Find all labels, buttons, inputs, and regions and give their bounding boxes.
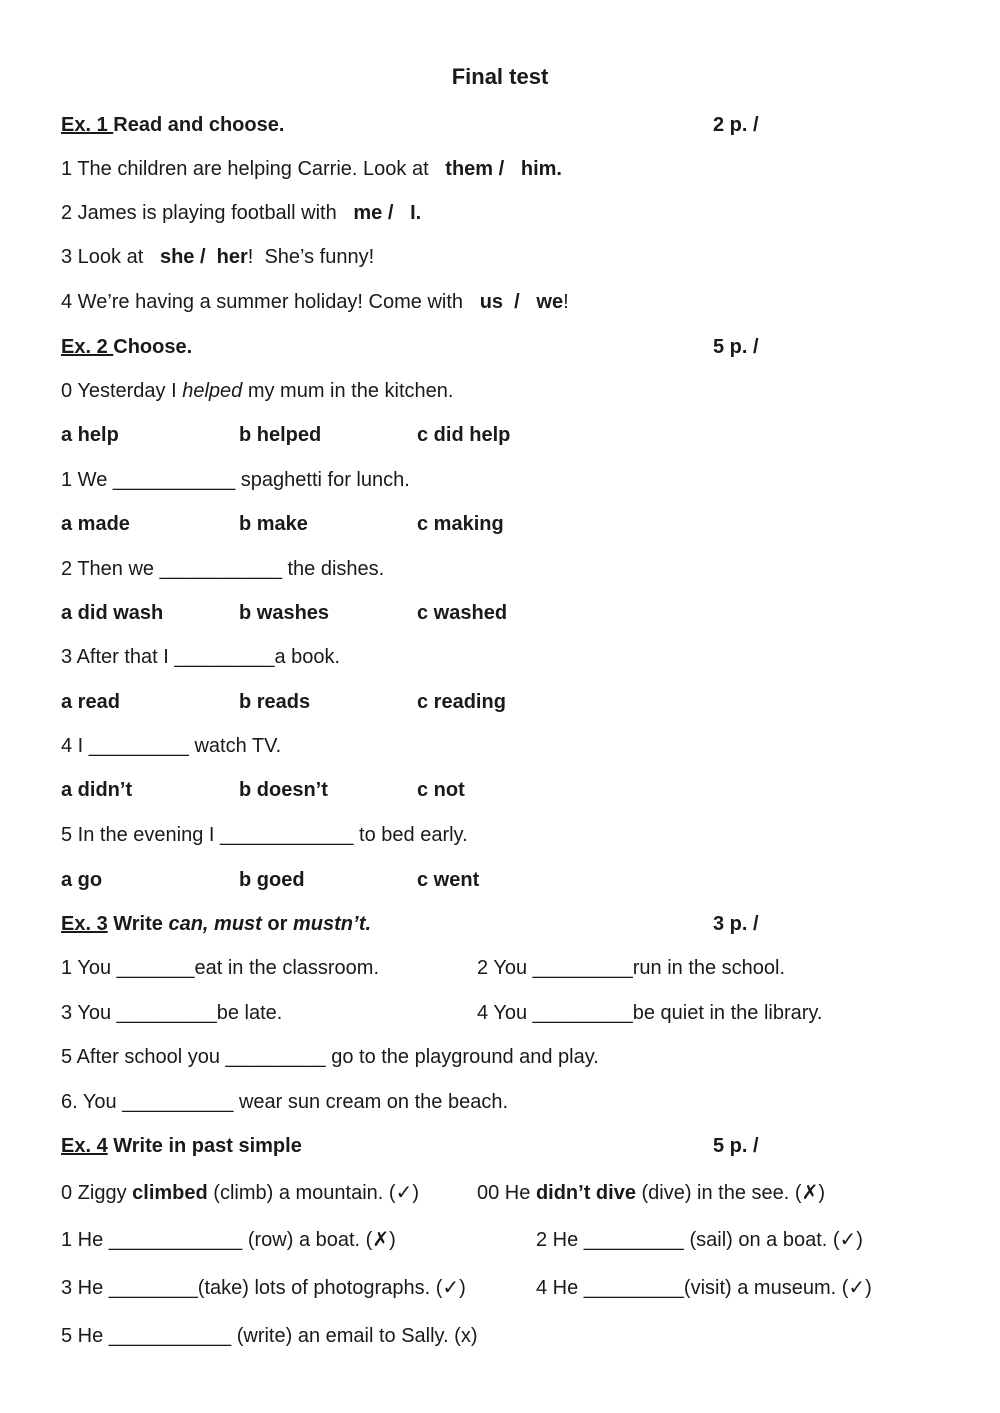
ex2-item-3-option-a: a read (61, 691, 120, 713)
ex4-points: 5 p. / (713, 1135, 759, 1157)
ex3-item-5: 5 After school you _________ go to the playground and play. (61, 1046, 599, 1068)
ex3-item-1: 1 You _______eat in the classroom. (61, 957, 380, 979)
ex2-item-2-option-a: a did wash (61, 602, 164, 624)
ex4-item-2: 2 He _________ (sail) on a boat. (✓) (536, 1229, 863, 1251)
ex1-item-2 (61, 201, 421, 225)
ex3-instruction-pre: Write (107, 913, 169, 935)
ex1-item-1-text: 1 The children are helping Carrie. Look at (61, 158, 446, 180)
ex2-example-option-a: a help (61, 424, 119, 446)
ex2-points: 5 p. / (713, 336, 759, 358)
ex1-heading (61, 113, 284, 137)
ex2-example-option-c: c did help (417, 424, 511, 446)
ex1-item-4-text: 4 We’re having a summer holiday! Come with (61, 291, 480, 313)
ex1-points: 2 p. / (713, 114, 759, 136)
ex2-example-option-b: b helped (239, 424, 322, 446)
ex2-item-1-option-b: b make (239, 513, 308, 535)
ex1-item-1-choice: them / him. (445, 158, 562, 180)
ex3-instruction-or: or (261, 913, 293, 935)
ex1-item-3-rest: ! She’s funny! (247, 246, 375, 268)
ex1-item-4-end: ! (563, 291, 569, 313)
ex1-item-2-text: 2 James is playing football with (61, 202, 354, 224)
ex2-example-pre: 0 Yesterday I (61, 380, 183, 402)
ex2-item-4-option-a: a didn’t (61, 779, 133, 801)
ex2-item-3-option-b: b reads (239, 691, 311, 713)
ex4-example-00 (477, 1181, 825, 1205)
ex1-item-4-choice: us / we (479, 291, 564, 313)
ex4-label: Ex. 4 (61, 1135, 108, 1157)
ex2-item-3: 3 After that I _________a book. (61, 646, 341, 668)
ex3-item-4: 4 You _________be quiet in the library. (477, 1002, 823, 1024)
ex3-item-6: 6. You __________ wear sun cream on the beach. (61, 1091, 509, 1113)
ex3-points: 3 p. / (713, 913, 759, 935)
ex1-item-3-choice: she / her (159, 246, 248, 268)
ex2-item-4: 4 I _________ watch TV. (61, 735, 282, 757)
ex3-heading (61, 912, 371, 936)
ex3-item-3: 3 You _________be late. (61, 1002, 283, 1024)
ex2-instruction: Choose. (113, 336, 193, 358)
ex4-example-00-verb: didn’t dive (535, 1182, 636, 1204)
ex3-label: Ex. 3 (61, 913, 108, 935)
ex3-instruction-words: can, must (168, 913, 262, 935)
ex3-item-2: 2 You _________run in the school. (477, 957, 786, 979)
ex4-example-0-post: (climb) a mountain. (✓) (207, 1182, 419, 1204)
page-title: Final test (451, 64, 549, 89)
ex4-instruction: Write in past simple (107, 1135, 302, 1157)
ex3-instruction-last: mustn’t. (292, 913, 372, 935)
ex1-item-2-choice: me / I. (353, 202, 422, 224)
ex4-example-00-pre: 00 He (477, 1182, 536, 1204)
ex4-item-5: 5 He ___________ (write) an email to Sally. (x) (61, 1325, 478, 1347)
ex2-item-5-option-c: c went (417, 869, 480, 891)
ex4-heading (61, 1134, 302, 1158)
ex2-heading (61, 335, 192, 359)
ex2-item-5-option-b: b goed (239, 869, 305, 891)
ex2-item-5: 5 In the evening I ____________ to bed early. (61, 824, 468, 846)
ex2-item-4-option-c: c not (417, 779, 465, 801)
ex2-item-1: 1 We ___________ spaghetti for lunch. (61, 469, 410, 491)
ex2-item-2-option-b: b washes (239, 602, 330, 624)
ex4-item-3: 3 He ________(take) lots of photographs. (✓) (61, 1277, 466, 1299)
ex1-label: Ex. 1 (61, 114, 114, 136)
ex4-example-00-post: (dive) in the see. (✗) (635, 1182, 825, 1204)
ex2-label: Ex. 2 (61, 336, 114, 358)
ex2-item-1-option-a: a made (61, 513, 130, 535)
ex4-example-0 (61, 1181, 419, 1205)
ex2-example-word: helped (182, 380, 243, 402)
ex2-item-3-option-c: c reading (417, 691, 506, 713)
ex4-item-4: 4 He _________(visit) a museum. (✓) (536, 1277, 872, 1299)
ex1-item-1 (61, 157, 562, 181)
ex2-item-4-option-b: b doesn’t (239, 779, 328, 801)
ex4-example-0-pre: 0 Ziggy (61, 1182, 133, 1204)
ex1-instruction: Read and choose. (113, 114, 285, 136)
ex1-item-3-text: 3 Look at (61, 246, 160, 268)
ex2-item-5-option-a: a go (61, 869, 103, 891)
ex2-example-post: my mum in the kitchen. (242, 380, 454, 402)
ex2-item-2-option-c: c washed (417, 602, 508, 624)
ex4-item-1: 1 He ____________ (row) a boat. (✗) (61, 1229, 396, 1251)
ex2-item-2: 2 Then we ___________ the dishes. (61, 558, 385, 580)
ex4-example-0-verb: climbed (132, 1182, 208, 1204)
ex1-item-3 (61, 245, 374, 269)
ex2-item-1-option-c: c making (417, 513, 504, 535)
ex1-item-4 (61, 290, 569, 314)
ex2-example (61, 379, 453, 403)
